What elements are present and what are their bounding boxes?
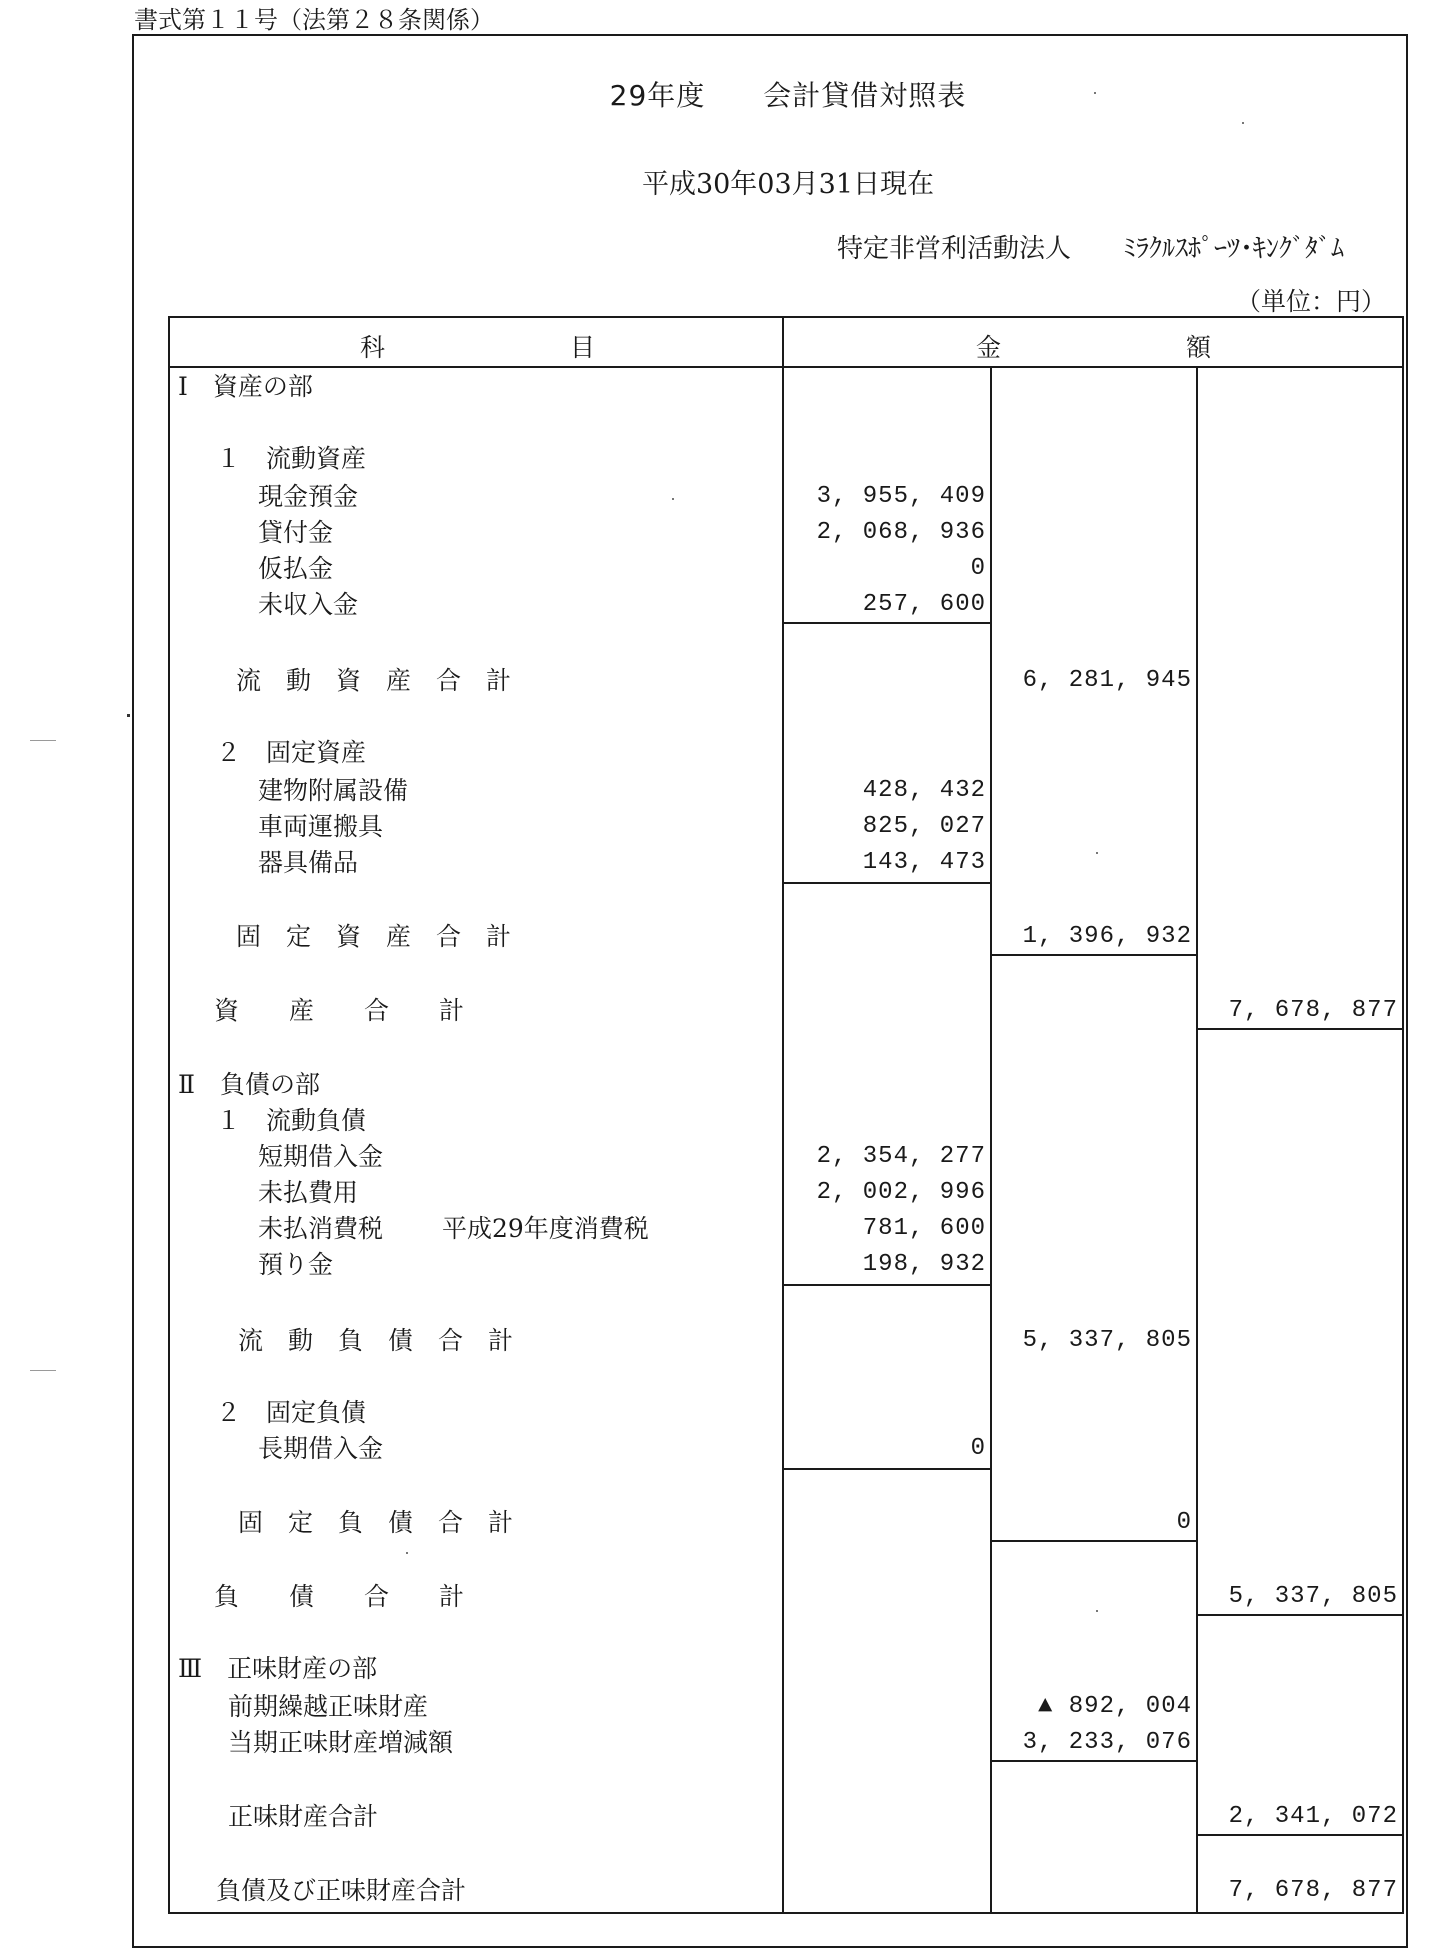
row-value-current-liabilities-total: 5, 337, 805 [1022,1327,1192,1354]
row-label-fixed-assets-total: 固 定 資 産 合 計 [236,922,512,951]
row-label-receivables: 未収入金 [258,590,359,619]
row-value-fixtures: 143, 473 [862,849,986,876]
row-label-long-term-loans: 長期借入金 [258,1434,384,1463]
header-subject-2: 目 [570,333,596,362]
row-value-cash: 3, 955, 409 [816,483,986,510]
form-number: 書式第１１号（法第２８条関係） [134,6,494,34]
row-label-loans: 貸付金 [258,518,334,547]
header-subject-1: 科 [360,333,386,362]
row-label-liabilities-and-net-assets-total: 負債及び正味財産合計 [216,1876,467,1905]
row-value-deposits-received: 198, 932 [862,1251,986,1278]
rule-fixed-assets [784,882,990,884]
rule-current-assets [784,622,990,624]
scan-artifact [1096,852,1098,854]
row-label-cash: 現金預金 [258,482,359,511]
row-value-liabilities-total: 5, 337, 805 [1228,1583,1398,1610]
scan-artifact [30,1370,56,1371]
header-amount-1: 金 [976,333,1002,362]
rule-liabilities-total [1198,1614,1402,1616]
scan-artifact [1096,1610,1098,1612]
row-label-net-assets-change: 当期正味財産増減額 [228,1728,454,1757]
rule-net-assets-total [1198,1834,1402,1836]
unit-label: （単位：円） [1235,287,1386,316]
row-value-long-term-loans: 0 [970,1435,986,1462]
rule-assets-total [1198,1028,1402,1030]
row-label-vehicles: 車両運搬具 [258,812,384,841]
amount-subcolumn-divider-1 [990,366,992,1914]
row-label-suspense: 仮払金 [258,554,334,583]
row-value-fixed-assets-total: 1, 396, 932 [1022,923,1192,950]
row-value-vehicles: 825, 027 [862,813,986,840]
row-value-current-assets-total: 6, 281, 945 [1022,667,1192,694]
scan-artifact [1242,122,1244,124]
scan-artifact [406,1552,408,1554]
fixed-liabilities-heading: ２ 固定負債 [216,1398,367,1427]
amount-column-divider [782,316,784,1914]
rule-liabilities-subtotal [992,1540,1196,1542]
current-assets-heading: １ 流動資産 [216,444,367,473]
row-value-suspense: 0 [970,555,986,582]
row-value-net-assets-change: 3, 233, 076 [1022,1729,1192,1756]
row-value-loans: 2, 068, 936 [816,519,986,546]
row-value-fixed-liabilities-total: 0 [1176,1509,1192,1536]
liabilities-section-heading: Ⅱ 負債の部 [178,1070,320,1099]
row-label-accrued-expenses: 未払費用 [258,1178,359,1207]
scan-artifact [672,498,674,500]
row-label-assets-total: 資 産 合 計 [214,996,465,1025]
row-value-consumption-tax: 781, 600 [862,1215,986,1242]
row-label-net-assets-total: 正味財産合計 [228,1802,379,1831]
scan-artifact [127,714,130,717]
row-note-consumption-tax: 平成29年度消費税 [442,1214,649,1243]
row-value-prior-net-assets: ▲ 892, 004 [1037,1693,1192,1720]
row-value-building-equipment: 428, 432 [862,777,986,804]
net-assets-section-heading: Ⅲ 正味財産の部 [178,1654,378,1683]
header-divider [168,366,1404,368]
row-value-assets-total: 7, 678, 877 [1228,997,1398,1024]
organization-name: 特定非営利活動法人 ﾐﾗｸﾙｽﾎﾟｰﾂ･ｷﾝｸﾞﾀﾞﾑ [836,234,1344,264]
row-label-consumption-tax: 未払消費税 [258,1214,384,1243]
rule-current-liabilities [784,1284,990,1286]
current-liabilities-heading: １ 流動負債 [216,1106,367,1135]
assets-section-heading: Ⅰ 資産の部 [178,372,313,401]
row-value-accrued-expenses: 2, 002, 996 [816,1179,986,1206]
row-label-fixed-liabilities-total: 固 定 負 債 合 計 [238,1508,514,1537]
amount-subcolumn-divider-2 [1196,366,1198,1914]
row-value-net-assets-total: 2, 341, 072 [1228,1803,1398,1830]
row-value-short-term-loans: 2, 354, 277 [816,1143,986,1170]
row-label-current-liabilities-total: 流 動 負 債 合 計 [238,1326,514,1355]
document-title: 29年度 会計貸借対照表 [609,79,967,112]
rule-fixed-liabilities [784,1468,990,1470]
fixed-assets-heading: ２ 固定資産 [216,738,367,767]
row-label-fixtures: 器具備品 [258,848,359,877]
scan-artifact [30,740,56,741]
row-label-short-term-loans: 短期借入金 [258,1142,384,1171]
row-value-liabilities-and-net-assets-total: 7, 678, 877 [1228,1877,1398,1904]
rule-net-assets-subtotal [992,1760,1196,1762]
row-label-prior-net-assets: 前期繰越正味財産 [228,1692,429,1721]
row-label-current-assets-total: 流 動 資 産 合 計 [236,666,512,695]
row-label-liabilities-total: 負 債 合 計 [214,1582,465,1611]
document-date: 平成30年03月31日現在 [641,169,935,200]
scan-artifact [1094,92,1096,94]
row-label-deposits-received: 預り金 [258,1250,334,1279]
rule-assets-subtotal [992,954,1196,956]
row-label-building-equipment: 建物附属設備 [258,776,409,805]
header-amount-2: 額 [1186,333,1212,362]
row-value-receivables: 257, 600 [862,591,986,618]
